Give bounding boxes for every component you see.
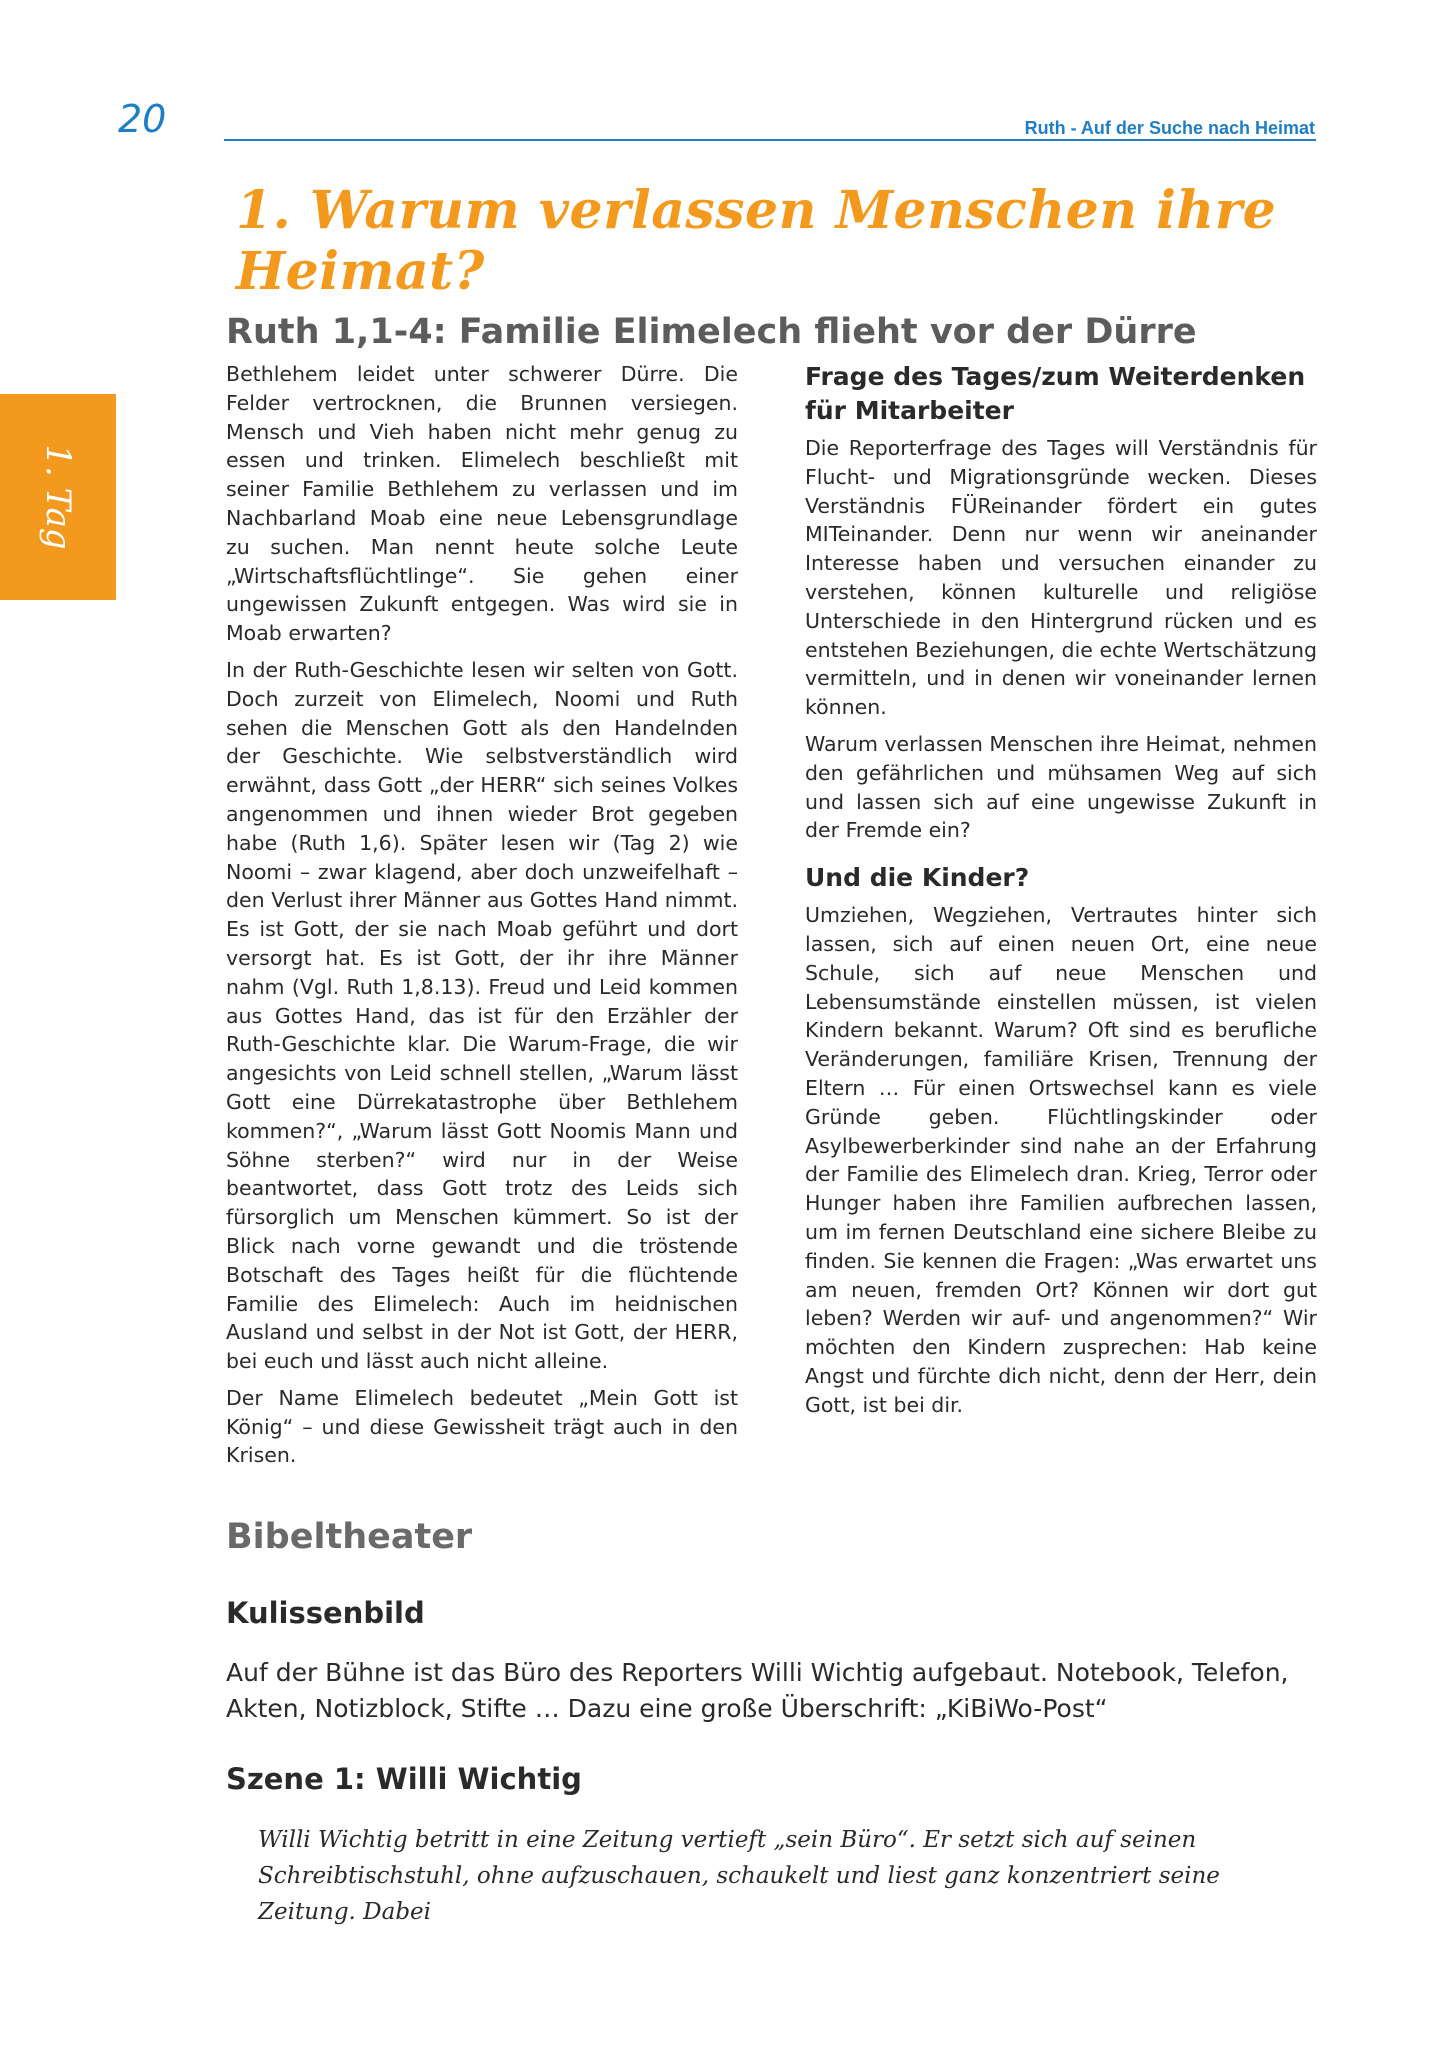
kulissenbild-text: Auf der Bühne ist das Büro des Reporters Willi Wichtig aufgebaut. Notebook, Telefon, Akten, Notizblock, Stifte … Dazu eine große Überschrift: „KiBiWo-Post“ bbox=[226, 1658, 1289, 1723]
left-paragraph: Der Name Elimelech bedeutet „Mein Gott ist König“ – und diese Gewissheit trägt auch in den Krisen. bbox=[226, 1385, 738, 1468]
scene-direction-text: Willi Wichtig betritt in eine Zeitung vertieft „sein Büro“. Er setzt sich auf seinen Schreibtischstuhl, ohne aufzuschauen, schaukelt und liest ganz konzentriert seine Zeitung. Dabei bbox=[258, 1827, 1220, 1925]
side-tab-label: 1. Tag bbox=[38, 444, 78, 550]
scene-heading: Szene 1: Willi Wichtig bbox=[226, 1762, 582, 1796]
children-heading: Und die Kinder? bbox=[805, 863, 1030, 893]
running-head: Ruth - Auf der Suche nach Heimat bbox=[1024, 118, 1315, 138]
bibeltheater-heading: Bibeltheater bbox=[226, 1517, 473, 1557]
left-column bbox=[226, 360, 738, 1478]
left-paragraph: In der Ruth-Geschichte lesen wir selten von Gott. Doch zurzeit von Elimelech, Noomi und Ruth sehen die Menschen Gott als den Handelnden der Geschichte. Wie selbstverständlich wird erwähnt, dass Gott „der HERR“ sich seines Volkes angenommen und ihnen wieder Brot gegeben habe (Ruth 1,6). Später lesen wir (Tag 2) wie Noomi – zwar klagend, aber doch unzweifelhaft – den Verlust ihrer Männer aus Gottes Hand nimmt. Es ist Gott, der sie nach Moab geführt und dort versorgt hat. Es ist Gott, der ihr ihre Männer nahm (Vgl. Ruth 1,8.13). Freud und Leid kommen aus Gottes Hand, das ist für den Erzähler der Ruth-Geschichte klar. Die Warum-Frage, die wir angesichts von Leid schnell stellen, „Warum lässt Gott eine Dürrekatastrophe über Bethlehem kommen?“, „Warum lässt Gott Noomis Mann und Söhne sterben?“ wird nur in der Weise beantwortet, dass Gott trotz des Leids sich fürsorglich um Menschen kümmert. So ist der Blick nach vorne gewandt und die tröstende Botschaft des Tages heißt für die flüchtende Familie des Elimelech: Auch im heidnischen Ausland und selbst in der Not ist Gott, der HERR, bei euch und lässt auch nicht alleine. bbox=[226, 657, 738, 1374]
question-of-day-heading: Frage des Tages/zum Weiterdenken für Mitarbeiter bbox=[805, 362, 1306, 425]
right-paragraph: Warum verlassen Menschen ihre Heimat, nehmen den gefährlichen und mühsamen Weg auf sich und lassen sich auf eine ungewisse Zukunft in der Fremde ein? bbox=[805, 731, 1317, 843]
right-paragraph: Umziehen, Wegziehen, Vertrautes hinter sich lassen, sich auf einen neuen Ort, eine neue Schule, sich auf neue Menschen und Lebensumstände einstellen müssen, ist vielen Kindern bekannt. Warum? Oft sind es berufliche Veränderungen, familiäre Krisen, Trennung der Eltern … Für einen Ortswechsel kann es viele Gründe geben. Flüchtlingskinder oder Asylbewerberkinder sind nahe an der Erfahrung der Familie des Elimelech dran. Krieg, Terror oder Hunger haben ihre Familien aufbrechen lassen, um im fernen Deutschland eine sichere Bleibe zu finden. Sie kennen die Fragen: „Was erwartet uns am neuen, fremden Ort? Können wir dort gut leben? Werden wir auf- und angenommen?“ Wir möchten den Kindern zusprechen: Hab keine Angst und fürchte dich nicht, denn der Herr, dein Gott, ist bei dir. bbox=[805, 903, 1317, 1417]
side-tab bbox=[0, 394, 116, 600]
left-paragraph: Bethlehem leidet unter schwerer Dürre. Die Felder vertrocknen, die Brunnen versiegen. Mensch und Vieh haben nicht mehr genug zu essen und trinken. Elimelech beschließt mit seiner Familie Bethlehem zu verlassen und im Nachbarland Moab eine neue Lebensgrundlage zu suchen. Man nennt heute solche Leute „Wirtschaftsflüchtlinge“. Sie gehen einer ungewissen Zukunft entgegen. Was wird sie in Moab erwarten? bbox=[226, 362, 738, 646]
page-number: 20 bbox=[118, 97, 167, 141]
right-paragraph: Die Reporterfrage des Tages will Verständnis für Flucht- und Migrationsgründe wecken. Dieses Verständnis FÜReinander fördert ein gutes MITeinander. Denn nur wenn wir aneinander Interesse haben und versuchen einander zu verstehen, können kulturelle und religiöse Unterschiede in den Hintergrund rücken und es entstehen Beziehungen, die echte Wertschätzung vermitteln, und in denen wir voneinander lernen können. bbox=[805, 436, 1317, 720]
right-column bbox=[805, 360, 1317, 1428]
kulissenbild-heading: Kulissenbild bbox=[226, 1596, 425, 1630]
header-rule bbox=[224, 139, 1316, 141]
section-heading: Ruth 1,1-4: Familie Elimelech flieht vor der Dürre bbox=[226, 312, 1197, 352]
chapter-title: 1. Warum verlassen Menschen ihre Heimat? bbox=[236, 180, 1277, 302]
